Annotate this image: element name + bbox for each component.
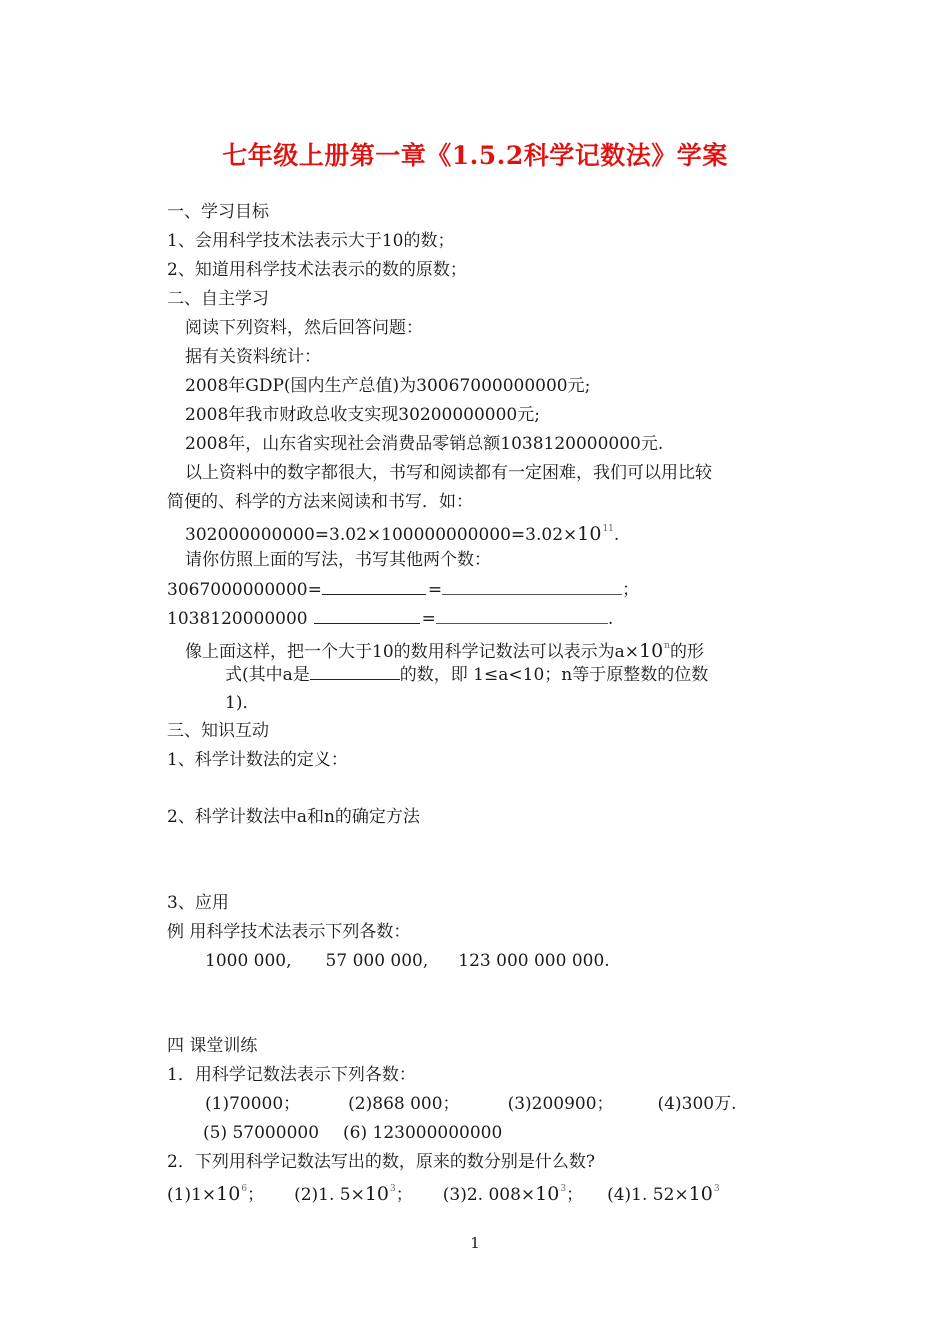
- power-base: 10: [216, 1183, 241, 1205]
- exercise-line-2: [167, 607, 613, 630]
- example-equation: [185, 518, 619, 546]
- question-1: 1、科学计数法的定义：: [167, 750, 348, 770]
- exercise-line-1: [167, 578, 639, 601]
- equals-sign: =: [427, 580, 443, 600]
- question-3: 3、应用: [167, 893, 229, 913]
- power-base: 10: [688, 1183, 713, 1205]
- training-item: (5) 57000000: [203, 1123, 320, 1143]
- equation-text: 302000000000=3.02×100000000000=3.02×: [185, 525, 578, 545]
- example-label: 例 用科学技术法表示下列各数：: [167, 922, 411, 942]
- text: 像上面这样，把一个大于10的数用科学记数法可以表示为a×: [185, 642, 640, 662]
- number-label: 1038120000000: [167, 609, 308, 629]
- number-item: 1000 000,: [205, 951, 292, 971]
- semicolon: ；: [622, 580, 640, 600]
- imitate-instruction: 请你仿照上面的写法，书写其他两个数：: [185, 550, 491, 570]
- training-items-row: [205, 1093, 736, 1115]
- exponent: 11: [602, 524, 614, 534]
- data-line-3: 2008年，山东省实现社会消费品零销总额1038120000000元.: [185, 434, 664, 454]
- section1-heading: 一、学习目标: [167, 202, 269, 222]
- power-base: 10: [577, 523, 602, 545]
- equation-end: .: [613, 525, 620, 545]
- answer-blank[interactable]: [322, 578, 426, 595]
- power-item: (3)2. 008×: [442, 1185, 536, 1205]
- question-2: 2、科学计数法中a和n的确定方法: [167, 807, 420, 827]
- exponent: 3: [390, 1184, 396, 1194]
- power-items-row: [167, 1178, 720, 1206]
- objective-1: 1、会用科学技术法表示大于10的数；: [167, 231, 455, 251]
- reading-instruction: 阅读下列资料，然后回答问题：: [185, 318, 423, 338]
- text: 的形: [670, 642, 704, 662]
- training-question-1: 1．用科学记数法表示下列各数：: [167, 1065, 416, 1085]
- answer-blank[interactable]: [310, 663, 400, 680]
- training-item: (4)300万.: [657, 1094, 737, 1114]
- training-question-2: 2．下列用科学记数法写出的数，原来的数分别是什么数?: [167, 1152, 595, 1172]
- paragraph-line: [225, 663, 708, 686]
- paragraph-line: [185, 635, 704, 663]
- training-item: (2)868 000；: [348, 1094, 460, 1114]
- exponent: 6: [241, 1184, 248, 1194]
- power-base: 10: [364, 1183, 390, 1205]
- training-item: (3)200900；: [507, 1094, 614, 1114]
- separator: ；: [566, 1185, 584, 1205]
- answer-blank[interactable]: [314, 607, 420, 624]
- paragraph-line: 简便的、科学的方法来阅读和书写．如：: [167, 492, 473, 512]
- power-base: 10: [639, 640, 664, 662]
- paragraph-line: 以上资料中的数字都很大，书写和阅读都有一定困难，我们可以用比较: [185, 463, 712, 483]
- data-line-2: 2008年我市财政总收支实现30200000000元;: [185, 405, 540, 425]
- number-label: 3067000000000=: [167, 580, 322, 600]
- page-number: 1: [470, 1234, 480, 1252]
- section4-heading: 四 课堂训练: [167, 1036, 258, 1056]
- text: 的数，即 1≤a<10；n等于原整数的位数: [399, 665, 709, 685]
- period: .: [607, 609, 614, 629]
- text: 式(其中a是: [225, 665, 310, 685]
- training-item: (6) 123000000000: [343, 1123, 503, 1143]
- exponent: 3: [560, 1184, 567, 1194]
- power-base: 10: [535, 1183, 560, 1205]
- separator: ；: [247, 1185, 265, 1205]
- exponent: 3: [713, 1184, 720, 1194]
- page-title: 七年级上册第一章《1.5.2科学记数法》学案: [222, 141, 728, 170]
- number-item: 123 000 000 000.: [458, 951, 610, 971]
- section3-heading: 三、知识互动: [167, 721, 269, 741]
- example-numbers: [205, 950, 610, 972]
- answer-blank[interactable]: [442, 578, 622, 595]
- separator: ；: [395, 1185, 413, 1205]
- power-item: (2)1. 5×: [294, 1185, 365, 1205]
- training-items-row: [203, 1122, 502, 1144]
- training-item: (1)70000；: [205, 1094, 301, 1114]
- exponent: n: [664, 641, 670, 651]
- power-item: (1)1×: [167, 1185, 217, 1205]
- number-item: 57 000 000,: [325, 951, 429, 971]
- section2-heading: 二、自主学习: [167, 289, 269, 309]
- power-item: (4)1. 52×: [607, 1185, 689, 1205]
- objective-2: 2、知道用科学技术法表示的数的原数；: [167, 260, 467, 280]
- data-line-1: 2008年GDP(国内生产总值)为30067000000000元;: [185, 376, 591, 396]
- paragraph-line: 1)．: [225, 693, 260, 713]
- stats-intro: 据有关资料统计：: [185, 347, 321, 367]
- answer-blank[interactable]: [436, 607, 608, 624]
- equals-sign: =: [421, 609, 436, 629]
